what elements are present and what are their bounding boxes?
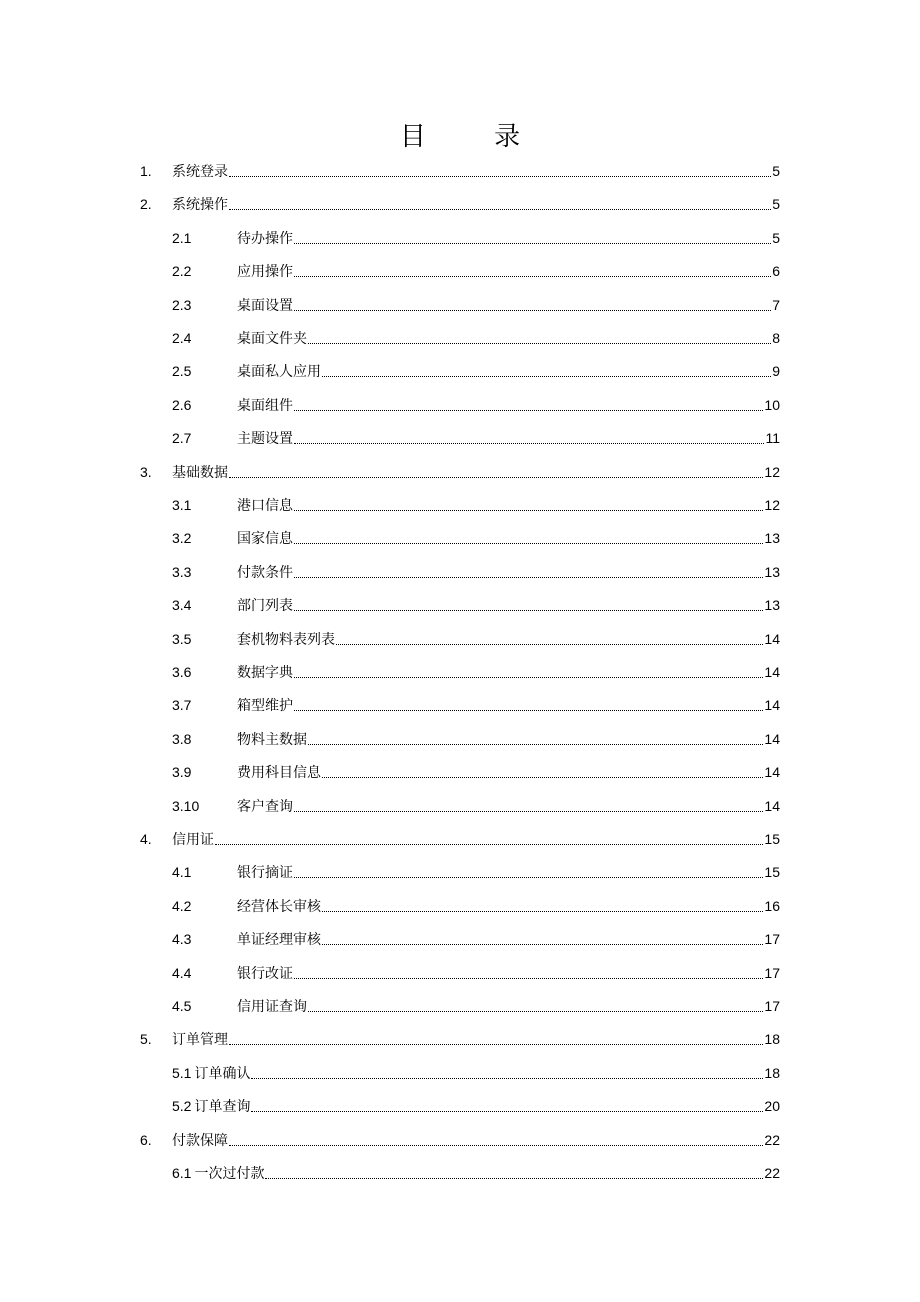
toc-entry-page-number: 13 — [764, 530, 780, 547]
toc-entry-page-number: 22 — [764, 1131, 780, 1148]
toc-entry-number: 2.1 — [172, 229, 192, 246]
toc-entry[interactable] — [172, 488, 780, 522]
toc-entry-page-number: 14 — [764, 697, 780, 714]
toc-entry[interactable] — [172, 221, 780, 255]
toc-entry-label: 费用科目信息 — [237, 765, 321, 782]
toc-entry-number: 4.1 — [172, 864, 192, 881]
toc-entry-number: 4.3 — [172, 931, 192, 948]
toc-entry-page-number: 15 — [764, 864, 780, 881]
toc-title: 目 录 — [399, 122, 551, 152]
toc-dot-leader — [215, 843, 763, 845]
toc-entry-page-number: 8 — [772, 330, 780, 346]
toc-dot-leader — [294, 309, 771, 311]
toc-entry-number: 3.2 — [172, 530, 192, 547]
toc-entry-page-number: 14 — [764, 730, 780, 747]
toc-entry-number: 3.5 — [172, 630, 192, 647]
toc-entry[interactable] — [140, 822, 780, 856]
toc-entry-page-number: 12 — [764, 463, 780, 480]
toc-entry-label: 港口信息 — [237, 498, 293, 514]
toc-entry-number: 3.1 — [172, 497, 192, 513]
toc-entry-number: 2. — [140, 196, 152, 213]
toc-dot-leader — [308, 743, 763, 745]
toc-entry[interactable] — [172, 722, 780, 756]
toc-entry-number: 3.4 — [172, 597, 192, 614]
toc-entry-page-number: 17 — [764, 964, 780, 981]
toc-entry-page-number: 14 — [764, 764, 780, 781]
toc-entry-number: 4. — [140, 831, 152, 847]
toc-entry-number: 2.5 — [172, 363, 192, 380]
toc-entry-label: 基础数据 — [172, 464, 228, 481]
toc-entry-page-number: 14 — [764, 797, 780, 814]
toc-entry[interactable] — [172, 555, 780, 589]
toc-entry[interactable] — [140, 455, 780, 489]
toc-entry-page-number: 15 — [764, 831, 780, 847]
toc-entry[interactable] — [172, 989, 780, 1023]
toc-entry-number: 6.1 — [172, 1165, 192, 1181]
toc-dot-leader — [229, 175, 771, 177]
toc-entry[interactable] — [172, 956, 780, 990]
toc-dot-leader — [308, 342, 771, 344]
toc-dot-leader — [308, 1010, 763, 1012]
toc-dot-leader — [322, 375, 771, 377]
toc-entry-label: 银行摘证 — [237, 865, 293, 882]
toc-entry-number: 3.6 — [172, 664, 192, 680]
toc-entry[interactable] — [172, 655, 780, 689]
toc-dot-leader — [294, 876, 763, 878]
toc-entry-page-number: 5 — [772, 163, 780, 179]
toc-dot-leader — [294, 576, 763, 578]
toc-entry-label: 一次过付款 — [194, 1166, 265, 1182]
toc-entry-label: 订单确认 — [194, 1065, 251, 1082]
toc-dot-leader — [294, 542, 763, 544]
toc-entry[interactable] — [140, 1022, 780, 1056]
toc-dot-leader — [251, 1110, 763, 1112]
toc-dot-leader — [294, 275, 771, 277]
toc-entry-label: 付款条件 — [237, 564, 293, 581]
toc-entry-number: 5. — [140, 1031, 152, 1048]
toc-dot-leader — [229, 208, 771, 210]
toc-entry-label: 经营体长审核 — [237, 898, 321, 915]
toc-entry[interactable] — [172, 1156, 780, 1190]
toc-entry-number: 4.4 — [172, 964, 192, 981]
toc-entry-label: 待办操作 — [237, 230, 293, 247]
toc-dot-leader — [265, 1177, 763, 1179]
toc-entry-number: 4.5 — [172, 998, 192, 1014]
toc-dot-leader — [229, 476, 763, 478]
toc-entry[interactable] — [172, 321, 780, 355]
toc-dot-leader — [294, 709, 763, 711]
toc-dot-leader — [294, 977, 763, 979]
toc-dot-leader — [294, 676, 763, 678]
toc-entry-label: 物料主数据 — [237, 731, 307, 748]
toc-entry-number: 2.4 — [172, 330, 192, 346]
toc-entry[interactable] — [140, 187, 780, 221]
toc-entry[interactable] — [172, 1056, 780, 1090]
toc-entry[interactable] — [172, 421, 780, 455]
toc-entry-page-number: 17 — [764, 998, 780, 1014]
toc-entry[interactable] — [172, 254, 780, 288]
toc-dot-leader — [229, 1144, 763, 1146]
toc-entry[interactable] — [172, 288, 780, 322]
toc-entry-number: 3.8 — [172, 730, 192, 747]
toc-dot-leader — [322, 910, 763, 912]
toc-entry-page-number: 17 — [764, 931, 780, 948]
toc-entry-number: 2.7 — [172, 430, 192, 447]
toc-entry[interactable] — [172, 1089, 780, 1123]
toc-entry-page-number: 14 — [764, 664, 780, 680]
toc-entry[interactable] — [172, 889, 780, 923]
toc-dot-leader — [336, 643, 763, 645]
toc-entry-label: 桌面文件夹 — [237, 331, 307, 347]
toc-entry-page-number: 13 — [764, 597, 780, 614]
toc-entry-page-number: 20 — [764, 1098, 780, 1115]
toc-entry-number: 6. — [140, 1131, 152, 1148]
toc-dot-leader — [294, 242, 771, 244]
toc-entry-page-number: 16 — [764, 897, 780, 914]
toc-entry-label: 箱型维护 — [237, 698, 293, 715]
toc-entry-label: 银行改证 — [237, 965, 293, 982]
toc-entry-page-number: 10 — [764, 396, 780, 413]
toc-entry[interactable] — [172, 354, 780, 388]
toc-entry-page-number: 13 — [764, 563, 780, 580]
toc-entry-number: 2.2 — [172, 263, 192, 280]
toc-entry[interactable] — [172, 922, 780, 956]
toc-entry-page-number: 6 — [772, 263, 780, 280]
toc-entry-number: 1. — [140, 163, 152, 179]
toc-entry-page-number: 18 — [764, 1031, 780, 1048]
toc-entry-label: 付款保障 — [172, 1132, 228, 1149]
toc-entry-number: 3.10 — [172, 797, 200, 814]
toc-dot-leader — [294, 409, 763, 411]
toc-entry-label: 客户查询 — [237, 798, 293, 815]
toc-entry[interactable] — [172, 755, 780, 789]
toc-entry-number: 3.7 — [172, 697, 192, 714]
toc-entry[interactable] — [172, 521, 780, 555]
toc-entry[interactable] — [172, 855, 780, 889]
toc-entry[interactable] — [172, 789, 780, 823]
toc-entry-label: 桌面设置 — [237, 297, 293, 314]
toc-entry-label: 应用操作 — [237, 264, 293, 281]
toc-dot-leader — [322, 776, 763, 778]
toc-entry[interactable] — [172, 688, 780, 722]
toc-entry-page-number: 14 — [764, 630, 780, 647]
toc-dot-leader — [294, 442, 764, 444]
toc-entry[interactable] — [172, 622, 780, 656]
toc-entry-number: 4.2 — [172, 897, 192, 914]
toc-entry-number: 5.2 — [172, 1098, 192, 1115]
toc-entry[interactable] — [140, 154, 780, 188]
toc-entry-label: 单证经理审核 — [237, 932, 321, 949]
toc-entry-label: 系统操作 — [172, 197, 228, 214]
toc-entry-label: 套机物料表列表 — [237, 631, 335, 648]
toc-entry-label: 国家信息 — [237, 531, 293, 548]
toc-entry-label: 订单管理 — [172, 1032, 228, 1049]
toc-entry-page-number: 7 — [772, 296, 780, 313]
toc-entry-label: 数据字典 — [237, 665, 293, 681]
toc-entry-label: 部门列表 — [237, 598, 293, 615]
toc-entry-page-number: 5 — [772, 196, 780, 213]
toc-entry-number: 5.1 — [172, 1064, 192, 1081]
toc-entry-label: 信用证查询 — [237, 999, 307, 1015]
toc-entry[interactable] — [172, 588, 780, 622]
toc-dot-leader — [294, 509, 763, 511]
toc-entry-label: 订单查询 — [194, 1099, 251, 1116]
toc-entry-number: 3.9 — [172, 764, 192, 781]
toc-dot-leader — [294, 810, 763, 812]
toc-entry-page-number: 18 — [764, 1064, 780, 1081]
toc-entry-page-number: 11 — [765, 430, 780, 447]
toc-dot-leader — [229, 1043, 763, 1045]
toc-entry-label: 信用证 — [172, 832, 214, 848]
toc-dot-leader — [322, 943, 763, 945]
toc-entry-label: 桌面私人应用 — [237, 364, 321, 381]
toc-entry-page-number: 9 — [772, 363, 780, 380]
toc-entry[interactable] — [140, 1123, 780, 1157]
toc-entry-label: 系统登录 — [172, 164, 228, 180]
toc-entry-number: 2.6 — [172, 396, 192, 413]
toc-entry-label: 桌面组件 — [237, 397, 293, 414]
toc-entry-number: 3. — [140, 463, 152, 480]
toc-entry-label: 主题设置 — [237, 431, 293, 448]
toc-entry-page-number: 5 — [772, 229, 780, 246]
toc-entry-page-number: 12 — [764, 497, 780, 513]
toc-entry-page-number: 22 — [764, 1165, 780, 1181]
toc-entry-number: 3.3 — [172, 563, 192, 580]
toc-dot-leader — [294, 609, 763, 611]
toc-entry[interactable] — [172, 388, 780, 422]
toc-entry-number: 2.3 — [172, 296, 192, 313]
toc-dot-leader — [251, 1077, 763, 1079]
